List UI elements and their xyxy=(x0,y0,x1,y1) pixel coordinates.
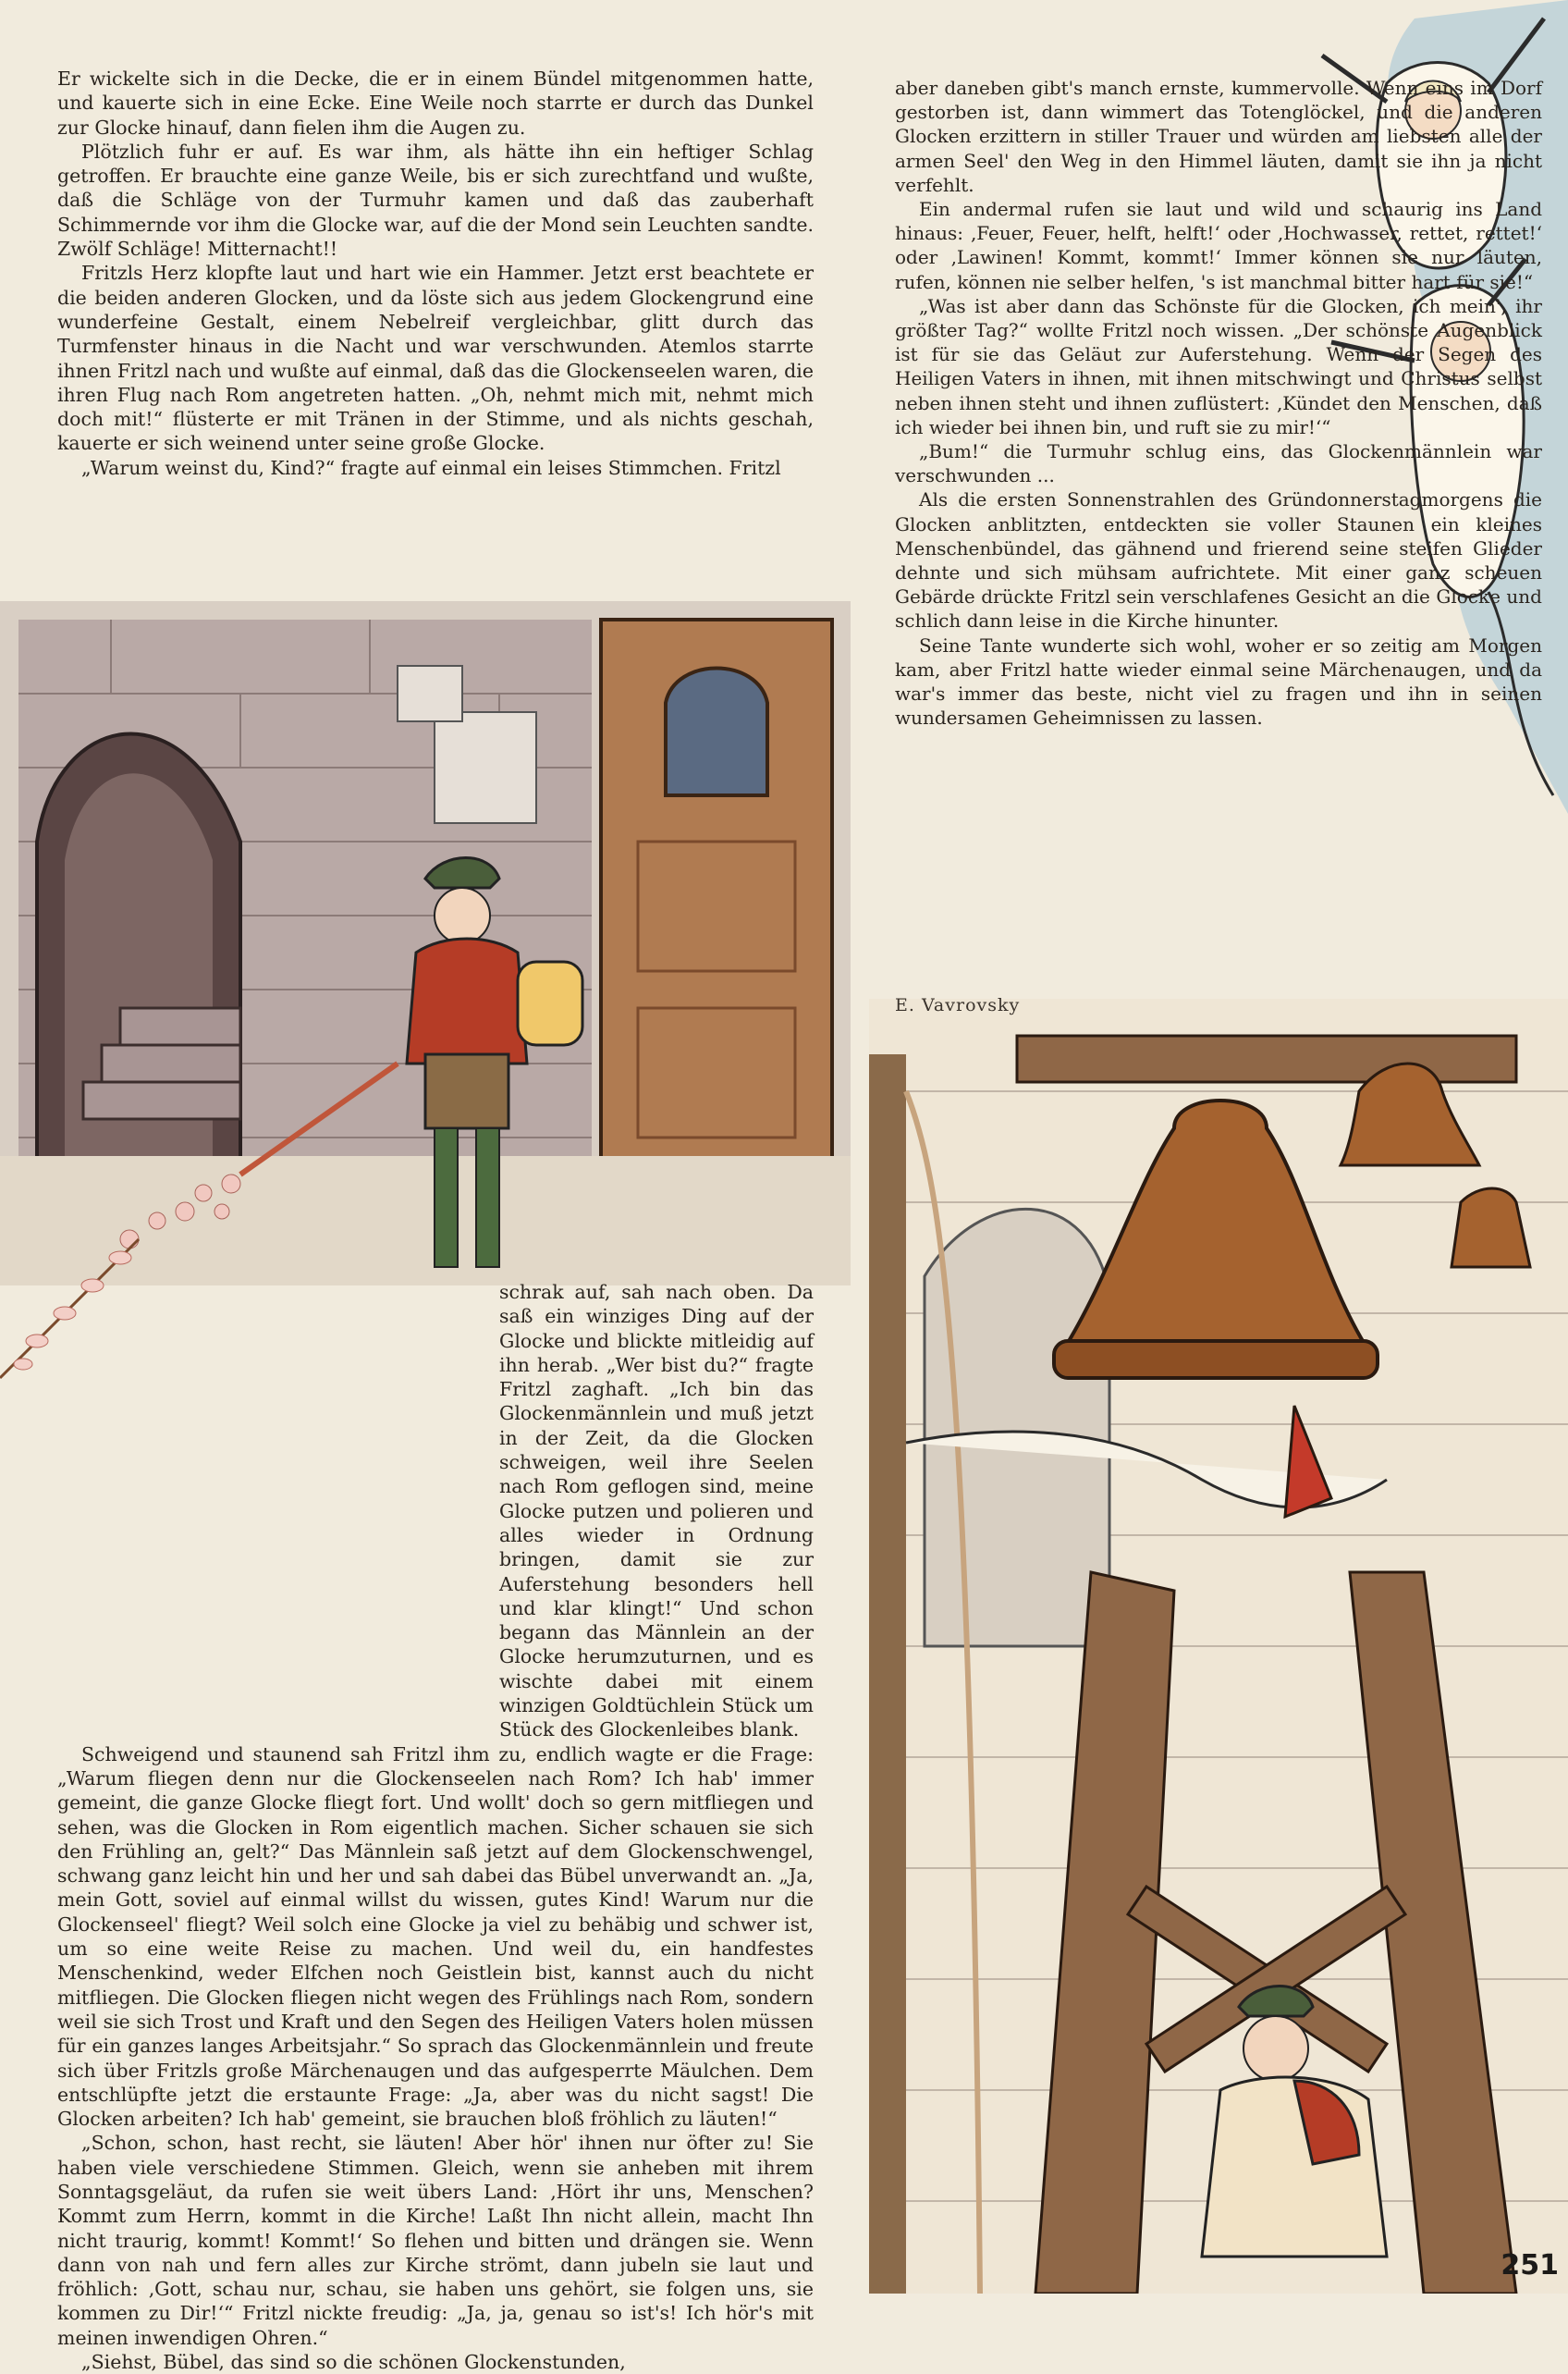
bell-tower-illustration xyxy=(869,999,1568,2294)
paragraph: „Siehst, Bübel, das sind so die schönen Glockenstunden, xyxy=(81,2351,626,2374)
church-gate-illustration xyxy=(0,601,851,1285)
paragraph: aber daneben gibt's manch ernste, kummervolle. Wenn eins im Dorf gestorben ist, dann wimmert das Totenglöckel, und die anderen Glocken erzittern in stiller Trauer und würden am liebsten alle der armen Seel' den Weg in den Himmel läuten, damit sie ihn ja nicht verfehlt. xyxy=(895,77,1542,196)
text-column-right-top xyxy=(895,76,1542,730)
paragraph: Plötzlich fuhr er auf. Es war ihm, als hätte ihn ein heftiger Schlag getroffen. Er brauchte eine ganze Weile, bis er sich zurechtfand und wußte, daß die Schläge von der Turmuhr kamen und daß das zauberhaft Schimmernde vor ihm die Glocke war, auf die der Mond sein Leuchten sandte. Zwölf Schläge! Mitternacht!! xyxy=(57,140,814,261)
page-number: 251 xyxy=(1501,2249,1559,2282)
text-column-left-top xyxy=(57,67,814,480)
paragraph: Er wickelte sich in die Decke, die er in einem Bündel mitgenommen hatte, und kauerte sich in eine Ecke. Eine Weile noch starrte er durch das Dunkel zur Glocke hinauf, dann fielen ihm die Augen zu. xyxy=(57,68,814,139)
paragraph: Als die ersten Sonnenstrahlen des Gründonnerstagmorgens die Glocken anblitzten, entdeckten sie voller Staunen ein kleines Menschenbündel, das gähnend und frierend seine steifen Glieder dehnte und sich mühsam aufrichtete. Mit einer ganz scheuen Gebärde drückte Fritzl sein verschlafenes Gesicht an die Glocke und schlich dann leise in die Kirche hinunter. xyxy=(895,488,1542,633)
paragraph: „Bum!“ die Turmuhr schlug eins, das Glockenmännlein war verschwunden ... xyxy=(895,440,1542,487)
paragraph: Schweigend und staunend sah Fritzl ihm zu, endlich wagte er die Frage: „Warum fliegen denn nur die Glockenseelen nach Rom? Ich hab' immer gemeint, die ganze Glocke fliegt fort. Und wollt' doch so gern mitfliegen und sehen, was die Glocken in Rom eigentlich machen. Sicher schauen sie sich den Frühling an, gelt?“ Das Männlein saß jetzt auf dem Glockenschwengel, schwang ganz leicht hin und her und sah dabei das Bübel unverwandt an. „Ja, mein Gott, soviel auf einmal willst du wissen, gutes Kind! Warum nur die Glockenseel' fliegt? Weil solch eine Glocke ja viel zu behäbig und schwer ist, um so eine weite Reise zu machen. Und weil du, ein handfestes Menschenkind, weder Elfchen noch Geistlein bist, kannst auch du nicht mitfliegen. Die Glocken fliegen nicht wegen des Frühlings nach Rom, sondern weil sie sich Trost und Kraft und den Segen des Heiligen Vaters holen müssen für ein ganzes langes Arbeitsjahr.“ So sprach das Glockenmännlein und freute sich über Fritzls große Märchenaugen und das aufgesperrte Mäulchen. Dem entschlüpfte jetzt die erstaunte Frage: „Ja, aber was du nicht sagst! Die Glocken arbeiten? Ich hab' gemeint, sie brauchen bloß fröhlich zu läuten!“ xyxy=(57,1742,814,2131)
paragraph: „Warum weinst du, Kind?“ fragte auf einmal ein leises Stimmchen. Fritzl xyxy=(81,456,781,479)
paragraph: schrak auf, sah nach oben. Da saß ein winziges Ding auf der Glocke und blickte mitleidig auf ihn herab. „Wer bist du?“ fragte Fritzl zaghaft. „Ich bin das Glockenmännlein und muß jetzt in der Zeit, da die Glocken schweigen, weil ihre Seelen nach Rom geflogen sind, meine Glocke putzen und polieren und alles wieder in Ordnung bringen, damit sie zur Auferstehung besonders hell und klar klingt!“ Und schon begann das Männlein an der Glocke herumzuturnen, und es wischte dabei mit einem winzigen Goldtüchlein Stück um Stück des Glockenleibes blank. xyxy=(499,1281,814,1741)
paragraph: „Was ist aber dann das Schönste für die Glocken, ich mein', ihr größter Tag?“ wollte Fritzl noch wissen. „Der schönste Augenblick ist für sie das Geläut zur Auferstehung. Wenn der Segen des Heiligen Vaters in ihnen, mit ihnen mitschwingt und Christus selbst neben ihnen steht und ihnen zuflüstert: ‚Kündet den Menschen, daß ich wieder bei ihnen bin, und ruft sie zu mir!‘“ xyxy=(895,294,1542,438)
paragraph: Seine Tante wunderte sich wohl, woher er so zeitig am Morgen kam, aber Fritzl hatte wieder einmal seine Märchenaugen, und da war's immer das beste, nicht viel zu fragen und ihn in seinen wundersamen Geheimnissen zu lassen. xyxy=(895,633,1542,730)
author-signature: E. Vavrovsky xyxy=(895,995,1021,1015)
paragraph: Fritzls Herz klopfte laut und hart wie ein Hammer. Jetzt erst beachtete er die beiden anderen Glocken, und da löste sich aus jedem Glockengrund eine wunderfeine Gestalt, einem Nebelreif vergleichbar, glitt durch das Turmfenster hinaus in die Nacht und war verschwunden. Atemlos starrte ihnen Fritzl nach und wußte auf einmal, daß das die Glockenseelen waren, die ihren Flug nach Rom angetreten hatten. „Oh, nehmt mich mit, nehmt mich doch mit!“ flüsterte er mit Tränen in der Stimme, und als nichts geschah, kauerte er sich weinend unter seine große Glocke. xyxy=(57,262,814,455)
paragraph: „Schon, schon, hast recht, sie läuten! Aber hör' ihnen nur öfter zu! Sie haben viele verschiedene Stimmen. Gleich, wenn sie anheben mit ihrem Sonntagsgeläut, da rufen sie weit übers Land: ‚Hört ihr uns, Menschen? Kommt zum Herrn, kommt in die Kirche! Laßt Ihn nicht allein, macht Ihn nicht traurig, kommt! Kommt!‘ So flehen und bitten und drängen sie. Wenn dann von nah und fern alles zur Kirche strömt, dann jubeln sie laut und fröhlich: ‚Gott, schau nur, schau, sie haben uns gehört, sie folgen uns, sie kommen zu Dir!‘“ Fritzl nickte freudig: „Ja, ja, genau so ist's! Ich hör's mit meinen inwendigen Ohren.“ xyxy=(57,2132,814,2349)
text-column-left-bottom xyxy=(57,1280,814,2374)
paragraph: Ein andermal rufen sie laut und wild und schaurig ins Land hinaus: ‚Feuer, Feuer, helft, helft!‘ oder ‚Hochwasser, rettet, rettet!‘ oder ‚Lawinen! Kommt, kommt!‘ Immer können sie nur läuten, rufen, können nie selber helfen, 's ist manchmal bitter hart für sie!“ xyxy=(895,198,1542,293)
